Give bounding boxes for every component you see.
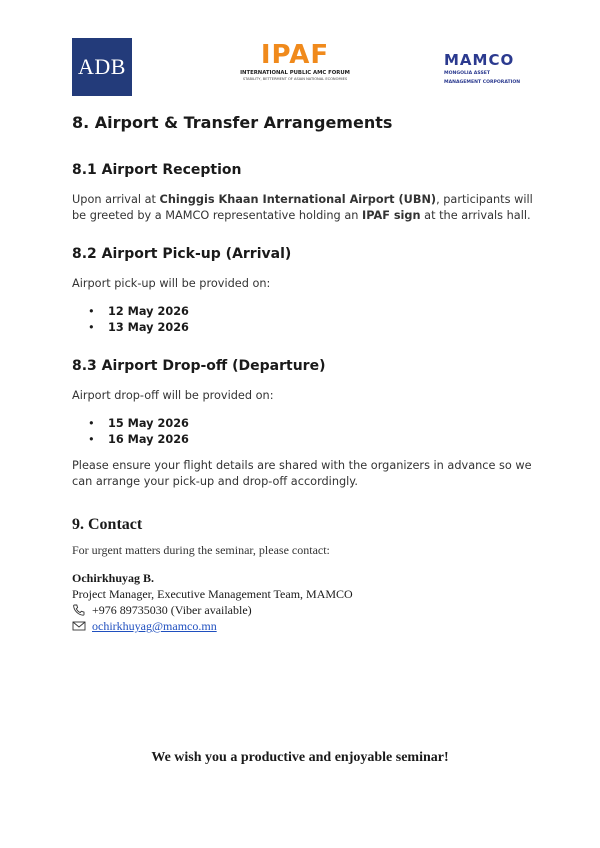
airport-reception-text: [72, 192, 542, 224]
section-8-1-title: 8.1 Airport Reception: [72, 162, 242, 178]
section-8-title: 8. Airport & Transfer Arrangements: [72, 113, 393, 132]
contact-phone-number: +976 89735030 (Viber available): [92, 603, 252, 617]
mamco-full-name-2: MANAGEMENT CORPORATION: [444, 79, 521, 85]
contact-phone: [72, 602, 542, 618]
pickup-intro: Airport pick-up will be provided on:: [72, 277, 271, 290]
header-logos: [72, 38, 560, 96]
mamco-logo-text: MAMCO: [444, 51, 515, 69]
mamco-full-name-1: MONGOLIA ASSET: [444, 71, 491, 76]
section-8-3-title: 8.3 Airport Drop-off (Departure): [72, 358, 326, 374]
list-item: • 13 May 2026: [72, 320, 542, 336]
contact-role: Project Manager, Executive Management Team, MAMCO: [72, 587, 353, 601]
reception-text-3: at the arrivals hall.: [420, 209, 531, 222]
ipaf-sign: IPAF sign: [362, 209, 421, 222]
ipaf-logo-text: IPAF: [260, 40, 330, 70]
reception-text-1: Upon arrival at: [72, 193, 160, 206]
section-9-title: 9. Contact: [72, 516, 143, 533]
dropoff-intro: Airport drop-off will be provided on:: [72, 389, 274, 402]
document-body: [72, 112, 542, 634]
phone-icon: [72, 604, 86, 616]
adb-logo-text: ADB: [78, 54, 126, 79]
reception-text-2: , participants will be greeted by a MAMCO representative holding an: [72, 193, 533, 222]
dropoff-dates: [72, 416, 542, 448]
contact-email: [72, 618, 542, 634]
ipaf-tagline: STABILITY, BETTERMENT OF ASIAN NATIONAL ECONOMIES: [242, 77, 348, 81]
airport-name: Chinggis Khaan International Airport (UBN): [159, 193, 437, 206]
envelope-icon: [72, 620, 86, 632]
section-8-2-title: 8.2 Airport Pick-up (Arrival): [72, 246, 292, 262]
pickup-dates: [72, 304, 542, 336]
flight-details-note: Please ensure your flight details are shared with the organizers in advance so we can arrange your pick-up and drop-off accordingly.: [72, 459, 532, 488]
contact-intro: For urgent matters during the seminar, please contact:: [72, 543, 330, 557]
list-item: • 12 May 2026: [72, 304, 542, 320]
email-link[interactable]: ochirkhuyag@mamco.mn: [92, 619, 217, 633]
contact-name: Ochirkhuyag B.: [72, 571, 155, 585]
ipaf-logo: [240, 42, 350, 82]
closing-message: We wish you a productive and enjoyable seminar!: [151, 750, 449, 765]
list-item: • 15 May 2026: [72, 416, 542, 432]
ipaf-full-name: INTERNATIONAL PUBLIC AMC FORUM: [240, 70, 350, 76]
adb-logo: [72, 38, 132, 96]
list-item: • 16 May 2026: [72, 432, 542, 448]
mamco-logo: [444, 52, 560, 85]
